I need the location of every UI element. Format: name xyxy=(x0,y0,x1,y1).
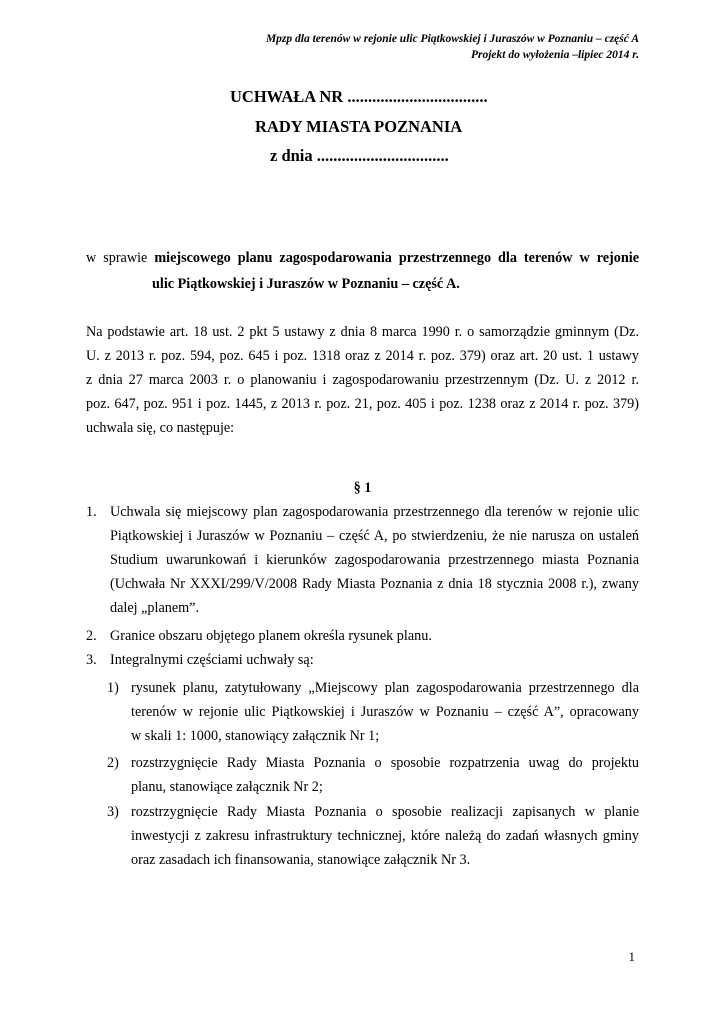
sub-list-item xyxy=(131,676,639,748)
page-number: 1 xyxy=(628,949,635,964)
legal-basis-line: z dnia 27 marca 2003 r. o planowaniu i zagospodarowaniu przestrzennym (Dz. U. z 2012 r. xyxy=(86,372,639,388)
item-line: Uchwala się miejscowy plan zagospodarowania przestrzennego dla terenów w rejonie ulic xyxy=(110,504,639,520)
subitem-line: inwestycji z zakresu infrastruktury technicznej, które należą do zadań własnych gminy xyxy=(131,828,639,844)
subject-title-part-2: ulic Piątkowskiej i Juraszów w Poznaniu – część A. xyxy=(152,276,460,292)
legal-basis-line: uchwala się, co następuje: xyxy=(86,420,235,436)
subject-line-2 xyxy=(152,272,460,296)
subitem-line: terenów w rejonie ulic Piątkowskiej i Juraszów w Poznaniu – część A”, opracowany xyxy=(131,704,639,720)
council-name: RADY MIASTA POZNANIA xyxy=(255,117,463,136)
subitem-number: 1) xyxy=(107,680,119,696)
running-header-status: Projekt do wyłożenia –lipiec 2014 r. xyxy=(470,49,639,61)
section-mark: § 1 xyxy=(353,480,372,496)
item-number: 1. xyxy=(86,504,97,520)
list-item xyxy=(110,648,639,672)
item-line: Integralnymi częściami uchwały są: xyxy=(110,652,314,668)
list-item xyxy=(110,624,639,648)
item-line: dalej „planem”. xyxy=(110,600,200,616)
legal-basis-line: Na podstawie art. 18 ust. 2 pkt 5 ustawy z dnia 8 marca 1990 r. o samorządzie gminnym (Dz. xyxy=(86,324,639,340)
item-line: Studium uwarunkowań i kierunków zagospodarowania przestrzennego miasta Poznania xyxy=(110,552,639,568)
subject-title-part-1: miejscowego planu zagospodarowania przestrzennego dla terenów w rejonie xyxy=(154,250,639,266)
list-item xyxy=(110,500,639,620)
running-header-title: Mpzp dla terenów w rejonie ulic Piątkowskiej i Juraszów w Poznaniu – część A xyxy=(265,33,639,45)
legal-basis-paragraph xyxy=(86,320,639,440)
subitem-line: oraz zasadach ich finansowania, stanowiące załącznik Nr 3. xyxy=(131,852,471,868)
legal-basis-line: poz. 647, poz. 951 i poz. 1445, z 2013 r. poz. 21, poz. 405 i poz. 1238 oraz z 2014 r. poz. 379) xyxy=(86,396,639,412)
resolution-date: z dnia ................................ xyxy=(270,146,449,165)
subitem-line: w skali 1: 1000, stanowiący załącznik Nr 1; xyxy=(131,728,380,744)
subitem-line: rozstrzygnięcie Rady Miasta Poznania o sposobie rozpatrzenia uwag do projektu xyxy=(131,755,639,771)
subitem-line: planu, stanowiące załącznik Nr 2; xyxy=(131,779,323,795)
sub-list-item xyxy=(131,751,639,799)
legal-basis-line: U. z 2013 r. poz. 594, poz. 645 i poz. 1318 oraz z 2014 r. poz. 379) oraz art. 20 ust. 1 ustawy xyxy=(86,348,639,364)
sub-list-item xyxy=(131,800,639,872)
resolution-number: UCHWAŁA NR .................................. xyxy=(230,87,488,106)
item-number: 3. xyxy=(86,652,97,668)
subitem-line: rozstrzygnięcie Rady Miasta Poznania o sposobie realizacji zapisanych w planie xyxy=(131,804,639,820)
item-line: (Uchwała Nr XXXI/299/V/2008 Rady Miasta Poznania z dnia 18 stycznia 2008 r.), zwany xyxy=(110,576,639,592)
subject-prefix: w sprawie xyxy=(86,250,155,266)
subitem-number: 3) xyxy=(107,804,119,820)
item-number: 2. xyxy=(86,628,97,644)
resolution-subject xyxy=(86,246,639,270)
subitem-number: 2) xyxy=(107,755,119,771)
item-line: Piątkowskiej i Juraszów w Poznaniu – część A, po stwierdzeniu, że nie narusza on ustaleń xyxy=(110,528,639,544)
item-line: Granice obszaru objętego planem określa rysunek planu. xyxy=(110,628,432,644)
subject-line-1 xyxy=(86,246,639,270)
subitem-line: rysunek planu, zatytułowany „Miejscowy plan zagospodarowania przestrzennego dla xyxy=(131,680,639,696)
